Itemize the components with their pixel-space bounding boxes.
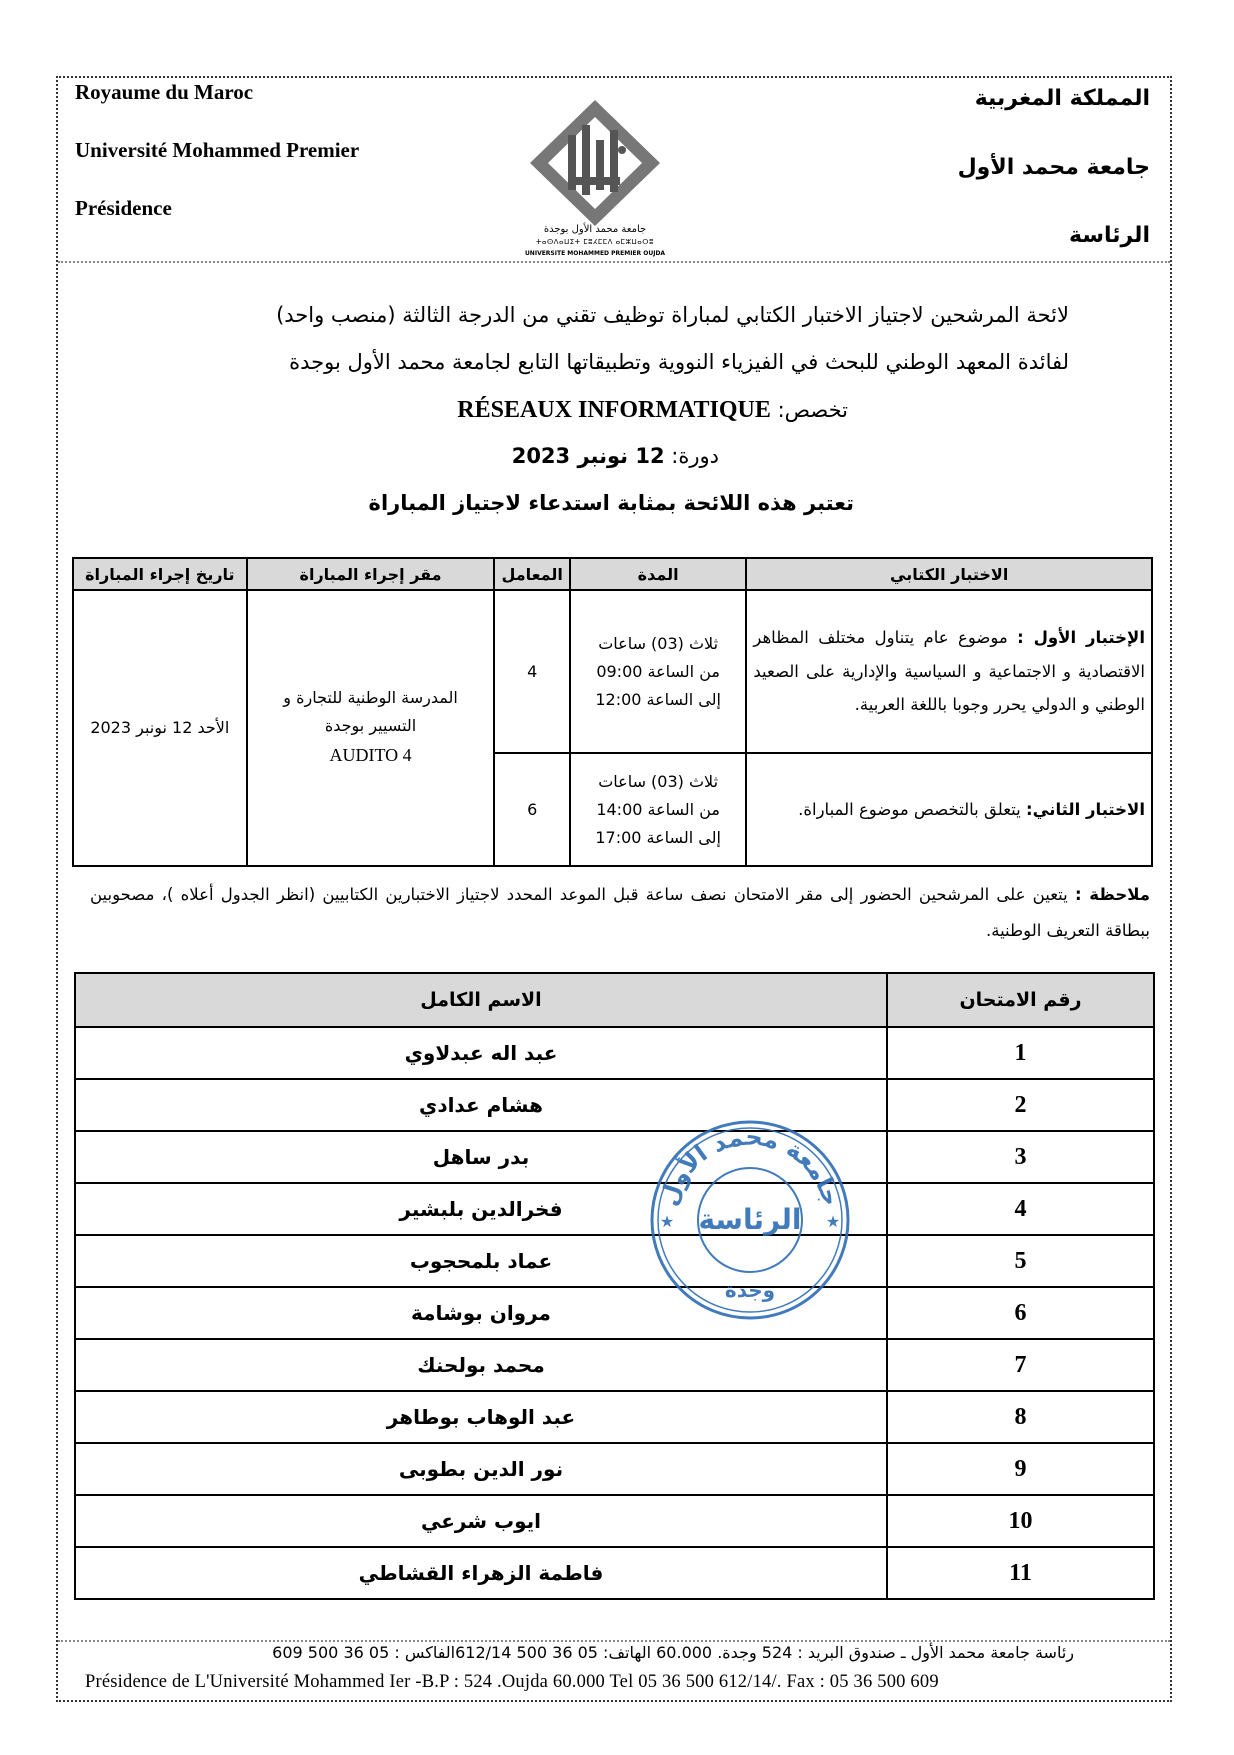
duration-2-start: من الساعة 14:00 xyxy=(596,799,720,819)
table-row xyxy=(75,1235,1154,1287)
venue-line-1: المدرسة الوطنية للتجارة و xyxy=(283,688,458,708)
col-written-test: الاختبار الكتابي xyxy=(746,558,1152,590)
exam-number: 10 xyxy=(887,1495,1154,1547)
convocation-notice: تعتبر هذه اللائحة بمثابة استدعاء لاجتياز المباراة xyxy=(368,491,854,515)
candidate-name: عبد اله عبدلاوي xyxy=(75,1027,887,1079)
session-label: دورة: xyxy=(671,444,719,468)
footer-divider xyxy=(58,1640,1170,1642)
table-row xyxy=(75,1391,1154,1443)
table-row xyxy=(75,1079,1154,1131)
duration-1-hours: ثلاث (03) ساعات xyxy=(598,633,719,653)
col-date: تاريخ إجراء المباراة xyxy=(73,558,247,590)
candidates-table xyxy=(74,972,1155,1600)
header-ar-university: جامعة محمد الأول xyxy=(957,155,1150,180)
test-2-text: يتعلق بالتخصص موضوع المباراة. xyxy=(798,799,1021,819)
exam-number: 5 xyxy=(887,1235,1154,1287)
col-full-name: الاسم الكامل xyxy=(75,973,887,1027)
exam-number: 7 xyxy=(887,1339,1154,1391)
test-1-coef: 4 xyxy=(494,590,569,753)
specialty-label: تخصص: xyxy=(777,398,848,422)
header-ar-kingdom: المملكة المغربية xyxy=(974,86,1150,111)
specialty-value: RÉSEAUX INFORMATIQUE xyxy=(457,397,771,423)
header-fr-kingdom: Royaume du Maroc xyxy=(75,80,254,104)
exam-number: 4 xyxy=(887,1183,1154,1235)
stamp-center-text: الرئاسة xyxy=(698,1203,802,1236)
session-value: 12 نونبر 2023 xyxy=(511,444,665,468)
table-row xyxy=(75,1287,1154,1339)
exam-number: 6 xyxy=(887,1287,1154,1339)
candidate-name: ايوب شرعي xyxy=(75,1495,887,1547)
test-1-duration xyxy=(570,590,746,753)
stamp-star-left-icon: ★ xyxy=(659,1212,675,1231)
duration-1-start: من الساعة 09:00 xyxy=(596,661,720,681)
candidate-name: فخرالدين بلبشير xyxy=(75,1183,887,1235)
venue-cell xyxy=(247,590,495,866)
official-stamp xyxy=(645,1115,855,1325)
header-fr-presidency: Présidence xyxy=(75,196,172,220)
col-coefficient: المعامل xyxy=(494,558,569,590)
footer-arabic: رئاسة جامعة محمد الأول ـ صندوق البريد : 524 وجدة. 60.000 الهاتف: 05 36 500 612/14الفاكس : 05 36 500 609 xyxy=(272,1643,1074,1662)
table-row xyxy=(75,1339,1154,1391)
exam-schedule-table xyxy=(72,557,1153,867)
table-row xyxy=(75,1183,1154,1235)
test-2-label: الاختبار الثاني: xyxy=(1025,799,1145,819)
exam-number: 8 xyxy=(887,1391,1154,1443)
col-exam-number: رقم الامتحان xyxy=(887,973,1154,1027)
exam-table-header xyxy=(73,558,1152,590)
candidate-name: مروان بوشامة xyxy=(75,1287,887,1339)
test-1-label: الإختبار الأول : xyxy=(1017,627,1145,647)
note-text: يتعين على المرشحين الحضور إلى مقر الامتحان نصف ساعة قبل الموعد المحدد لاجتياز الاختبارين الكتابيين (انظر الجدول أعلاه )، مصحوبين ببطاقة التعريف الوطنية. xyxy=(90,885,1150,941)
table-row xyxy=(75,1495,1154,1547)
candidate-name: فاطمة الزهراء القشاطي xyxy=(75,1547,887,1599)
duration-2-hours: ثلاث (03) ساعات xyxy=(598,771,719,791)
duration-2-end: إلى الساعة 17:00 xyxy=(595,827,721,847)
specialty-line xyxy=(457,397,848,424)
table-row xyxy=(75,1547,1154,1599)
candidate-name: عبد الوهاب بوطاهر xyxy=(75,1391,887,1443)
stamp-bottom-text: وجدة xyxy=(724,1278,776,1302)
exam-number: 3 xyxy=(887,1131,1154,1183)
test-1-cell xyxy=(746,590,1152,753)
logo-caption-arabic: جامعة محمد الأول بوجدة xyxy=(543,224,647,235)
candidate-name: بدر ساهل xyxy=(75,1131,887,1183)
candidates-header xyxy=(75,973,1154,1027)
title-line-2: لفائدة المعهد الوطني للبحث في الفيزياء النووية وتطبيقاتها التابع لجامعة محمد الأول بوجدة xyxy=(289,350,1069,374)
test-1-text: موضوع عام يتناول مختلف المظاهر الاقتصادية و الاجتماعية و السياسية والإدارية على الصعيد الوطني و الدولي يحرر وجوبا باللغة العربية. xyxy=(753,627,1145,715)
test-2-cell xyxy=(746,753,1152,866)
header-ar-presidency: الرئاسة xyxy=(1069,223,1150,248)
exam-number: 1 xyxy=(887,1027,1154,1079)
exam-row-1 xyxy=(73,590,1152,753)
session-line xyxy=(512,444,719,468)
date-cell: الأحد 12 نونبر 2023 xyxy=(73,590,247,866)
note-label: ملاحظة : xyxy=(1074,885,1151,904)
candidate-name: نور الدين بطوبى xyxy=(75,1443,887,1495)
footer-french: Présidence de L'Université Mohammed Ier -B.P : 524 .Oujda 60.000 Tel 05 36 500 612/14/. Fax : 05 36 500 609 xyxy=(85,1672,939,1692)
title-line-1: لائحة المرشحين لاجتياز الاختبار الكتابي لمباراة توظيف تقني من الدرجة الثالثة (منصب واحد) xyxy=(276,303,1069,327)
table-row xyxy=(75,1443,1154,1495)
stamp-top-text: جامعة محمد الأول xyxy=(654,1122,846,1210)
test-2-coef: 6 xyxy=(494,753,569,866)
exam-number: 9 xyxy=(887,1443,1154,1495)
note-paragraph xyxy=(90,877,1150,950)
test-2-duration xyxy=(570,753,746,866)
col-duration: المدة xyxy=(570,558,746,590)
candidate-name: عماد بلمحجوب xyxy=(75,1235,887,1287)
logo-caption-french: UNIVERSITE MOHAMMED PREMIER OUJDA xyxy=(524,250,666,257)
header-fr-university: Université Mohammed Premier xyxy=(75,138,360,162)
header-divider xyxy=(58,261,1170,263)
venue-room: AUDITO 4 xyxy=(329,745,412,766)
venue-line-2: التسيير بوجدة xyxy=(324,716,417,736)
logo-caption-tifinagh: ⵜⴰⵙⴷⴰⵡⵉⵜ ⵎⵓⵃⵎⵎⴷ ⴰⵎⵣⵡⴰⵔⵓ xyxy=(536,238,654,246)
col-venue: مقر إجراء المباراة xyxy=(247,558,495,590)
table-row xyxy=(75,1027,1154,1079)
stamp-star-right-icon: ★ xyxy=(825,1212,841,1231)
candidate-name: هشام عدادي xyxy=(75,1079,887,1131)
exam-number: 11 xyxy=(887,1547,1154,1599)
duration-1-end: إلى الساعة 12:00 xyxy=(595,689,721,709)
candidate-name: محمد بولحنك xyxy=(75,1339,887,1391)
exam-number: 2 xyxy=(887,1079,1154,1131)
table-row xyxy=(75,1131,1154,1183)
